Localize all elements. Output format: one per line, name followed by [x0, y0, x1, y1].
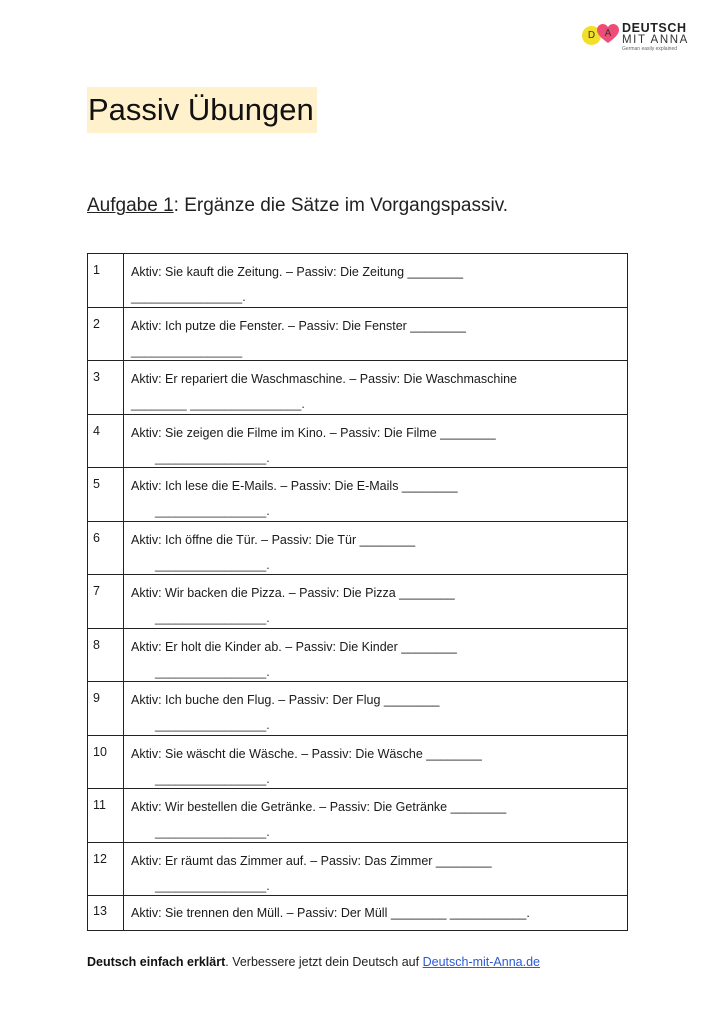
- footer: [87, 955, 540, 969]
- task-label: Aufgabe 1: [87, 195, 174, 216]
- answer-blank[interactable]: ________________.: [155, 557, 270, 572]
- answer-blank[interactable]: ________________.: [155, 878, 270, 893]
- exercise-row: [88, 628, 628, 682]
- exercise-row: [88, 842, 628, 896]
- answer-blank[interactable]: ________________.: [155, 504, 270, 518]
- footer-website-link[interactable]: Deutsch-mit-Anna.de: [422, 955, 541, 969]
- logo-tagline: German easily explained: [622, 46, 678, 52]
- exercise-number: 8: [88, 628, 124, 682]
- exercise-number: 12: [88, 842, 124, 896]
- exercise-row: [88, 896, 628, 931]
- exercise-prompt: Aktiv: Ich putze die Fenster. – Passiv: Die Fenster ________: [131, 318, 466, 333]
- answer-blank[interactable]: ________________.: [155, 771, 270, 786]
- exercise-number: 9: [88, 682, 124, 736]
- exercise-row: [88, 575, 628, 629]
- exercise-prompt: Aktiv: Wir bestellen die Getränke. – Passiv: Die Getränke ________: [131, 800, 507, 814]
- exercise-prompt: Aktiv: Ich lese die E-Mails. – Passiv: Die E-Mails ________: [131, 479, 458, 493]
- exercise-sentence: [124, 307, 628, 361]
- exercise-number: 1: [88, 254, 124, 308]
- answer-blank[interactable]: ________________.: [131, 290, 246, 304]
- exercise-prompt: Aktiv: Sie kauft die Zeitung. – Passiv: Die Zeitung ________: [131, 265, 464, 279]
- answer-blank[interactable]: ________________.: [155, 825, 270, 839]
- exercise-row: [88, 521, 628, 575]
- page-title: Passiv Übungen: [87, 87, 317, 133]
- exercise-prompt: Aktiv: Ich öffne die Tür. – Passiv: Die Tür ________: [131, 532, 416, 547]
- exercise-sentence: [124, 254, 628, 308]
- exercise-number: 7: [88, 575, 124, 629]
- exercise-number: 2: [88, 307, 124, 361]
- exercise-sentence: [124, 575, 628, 629]
- exercise-prompt: Aktiv: Ich buche den Flug. – Passiv: Der Flug ________: [131, 693, 440, 707]
- exercise-row: [88, 307, 628, 361]
- exercise-prompt: Aktiv: Sie zeigen die Filme im Kino. – Passiv: Die Filme ________: [131, 425, 496, 440]
- exercise-prompt: Aktiv: Wir backen die Pizza. – Passiv: Die Pizza ________: [131, 586, 455, 600]
- exercise-prompt: Aktiv: Er repariert die Waschmaschine. – Passiv: Die Waschmaschine: [131, 372, 518, 386]
- exercise-prompt: Aktiv: Sie wäscht die Wäsche. – Passiv: Die Wäsche ________: [131, 746, 482, 761]
- exercise-sentence: [124, 682, 628, 736]
- task-heading: [87, 193, 508, 219]
- exercise-sentence: [124, 628, 628, 682]
- answer-blank[interactable]: ________________.: [155, 450, 270, 465]
- exercise-sentence: [124, 896, 628, 931]
- exercise-number: 10: [88, 735, 124, 789]
- exercise-row: [88, 361, 628, 415]
- logo-wordmark: [622, 22, 689, 53]
- exercise-row: [88, 414, 628, 468]
- logo-line1: DEUTSCH: [622, 21, 687, 35]
- exercise-sentence: [124, 468, 628, 522]
- footer-slogan: Deutsch einfach erklärt: [87, 955, 226, 969]
- logo-line2: MIT ANNA: [622, 34, 689, 46]
- exercise-number: 13: [88, 896, 124, 931]
- exercise-row: [88, 789, 628, 843]
- exercise-number: 4: [88, 414, 124, 468]
- exercise-sentence: [124, 789, 628, 843]
- exercise-row: [88, 735, 628, 789]
- logo-circle-letter: D: [587, 30, 596, 41]
- exercise-table: [87, 253, 628, 931]
- exercise-sentence: [124, 414, 628, 468]
- exercise-sentence: [124, 521, 628, 575]
- answer-blank[interactable]: ________________: [131, 343, 243, 358]
- logo-heart-letter: A: [604, 28, 612, 39]
- exercise-number: 11: [88, 789, 124, 843]
- exercise-number: 6: [88, 521, 124, 575]
- exercise-prompt: Aktiv: Er räumt das Zimmer auf. – Passiv: Das Zimmer ________: [131, 853, 492, 868]
- answer-blank[interactable]: ________________.: [155, 664, 270, 679]
- exercise-sentence: [124, 842, 628, 896]
- exercise-sentence: [124, 361, 628, 415]
- task-instruction: : Ergänze die Sätze im Vorgangspassiv.: [173, 195, 509, 216]
- exercise-row: [88, 682, 628, 736]
- exercise-prompt: Aktiv: Sie trennen den Müll. – Passiv: Der Müll ________ ___________.: [131, 906, 530, 920]
- exercise-sentence: [124, 735, 628, 789]
- brand-logo: [582, 20, 720, 50]
- answer-blank[interactable]: ________ ________________.: [131, 397, 305, 411]
- exercise-row: [88, 254, 628, 308]
- exercise-row: [88, 468, 628, 522]
- footer-text: . Verbessere jetzt dein Deutsch auf: [225, 955, 423, 969]
- exercise-number: 5: [88, 468, 124, 522]
- answer-blank[interactable]: ________________.: [155, 611, 270, 625]
- logo-heart-icon: [597, 24, 619, 46]
- exercise-number: 3: [88, 361, 124, 415]
- answer-blank[interactable]: ________________.: [155, 718, 270, 732]
- exercise-prompt: Aktiv: Er holt die Kinder ab. – Passiv: Die Kinder ________: [131, 639, 457, 654]
